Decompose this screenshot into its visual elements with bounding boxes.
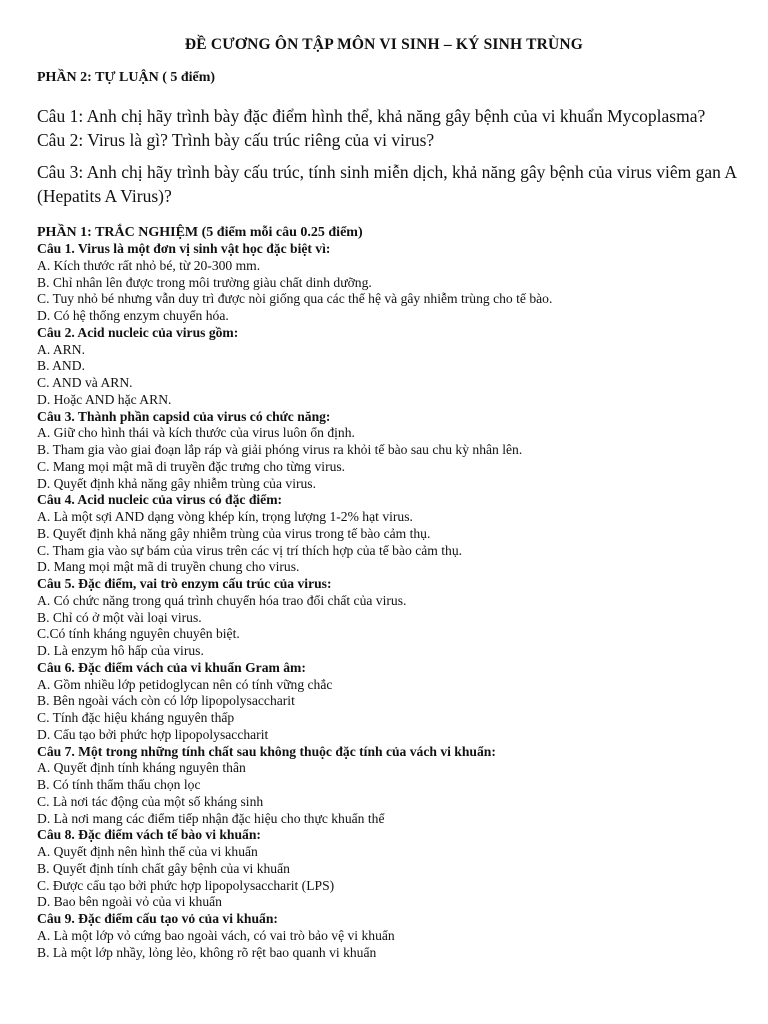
part1-heading: PHẦN 1: TRẮC NGHIỆM (5 điểm mỗi câu 0.25 điểm) [37, 225, 363, 240]
mcq-question-5: Câu 5. Đặc điểm, vai trò enzym cấu trúc của virus: [37, 576, 332, 591]
mcq-answer-option: A. Có chức năng trong quá trình chuyển hóa trao đổi chất của virus. [37, 592, 407, 608]
mcq-answer-option: D. Là enzym hô hấp của virus. [37, 643, 204, 658]
mcq-answer-option: A. Là một lớp vỏ cứng bao ngoài vách, có vai trò bảo vệ vi khuẩn [37, 927, 395, 943]
mcq-answer-option: C.Có tính kháng nguyên chuyên biệt. [37, 626, 240, 642]
multiple-choice-list [37, 241, 737, 961]
mcq-question-9: Câu 9. Đặc điểm cấu tạo vỏ của vi khuẩn: [37, 911, 278, 926]
essay-question-2: Câu 2: Virus là gì? Trình bày cấu trúc riêng của vi virus? [37, 130, 435, 150]
mcq-answer-option: A. Quyết định tính kháng nguyên thân [37, 760, 246, 776]
mcq-question-3: Câu 3. Thành phần capsid của virus có chức năng: [37, 408, 331, 424]
mcq-question-2: Câu 2. Acid nucleic của virus gồm: [37, 324, 239, 340]
mcq-answer-option: B. Chỉ có ở một vài loại virus. [37, 609, 202, 625]
mcq-answer-option: D. Cấu tạo bởi phức hợp lipopolysaccharit [37, 726, 269, 742]
mcq-question-6: Câu 6. Đặc điểm vách của vi khuẩn Gram âm: [37, 659, 306, 675]
mcq-answer-option: C. Được cấu tạo bởi phức hợp lipopolysaccharit (LPS) [37, 877, 335, 893]
mcq-answer-option: D. Mang mọi mật mã di truyền chung cho virus. [37, 559, 300, 575]
mcq-answer-option: D. Quyết định khả năng gây nhiễm trùng của virus. [37, 475, 316, 491]
mcq-answer-option: B. Là một lớp nhầy, lỏng lẻo, không rõ rệt bao quanh vi khuẩn [37, 944, 377, 960]
mcq-question-8: Câu 8. Đặc điểm vách tế bào vi khuẩn: [37, 827, 261, 843]
mcq-question-1: Câu 1. Virus là một đơn vị sinh vật học đặc biệt vì: [37, 241, 331, 256]
mcq-answer-option: B. Chỉ nhân lên được trong môi trường giàu chất dinh dưỡng. [37, 274, 372, 290]
mcq-answer-option: D. Bao bên ngoài vỏ của vi khuẩn [37, 894, 222, 910]
mcq-answer-option: C. AND và ARN. [37, 375, 133, 390]
mcq-answer-option: D. Hoặc AND hặc ARN. [37, 391, 172, 407]
mcq-answer-option: B. AND. [37, 358, 85, 374]
essay-question-3: Câu 3: Anh chị hãy trình bày cấu trúc, tính sinh miễn dịch, khả năng gây bệnh của virus viêm gan A (Hepatits A Virus)? [37, 162, 737, 206]
mcq-answer-option: C. Tuy nhỏ bé nhưng vẫn duy trì được nòi giống qua các thế hệ và gây nhiễm trùng cho tế bào. [37, 291, 553, 307]
mcq-answer-option: C. Tính đặc hiệu kháng nguyên thấp [37, 710, 235, 725]
document-title: ĐỀ CƯƠNG ÔN TẬP MÔN VI SINH – KÝ SINH TRÙNG [184, 36, 584, 53]
mcq-answer-option: B. Quyết định tính chất gây bệnh của vi khuẩn [37, 860, 290, 876]
mcq-answer-option: A. ARN. [37, 341, 85, 357]
mcq-answer-option: A. Quyết định nên hình thể của vi khuẩn [37, 844, 258, 859]
mcq-answer-option: C. Mang mọi mật mã di truyền đặc trưng cho từng virus. [37, 458, 346, 474]
mcq-question-4: Câu 4. Acid nucleic của virus có đặc điểm: [37, 492, 283, 508]
mcq-answer-option: B. Quyết định khả năng gây nhiễm trùng của virus trong tế bào cảm thụ. [37, 525, 431, 541]
mcq-answer-option: B. Có tính thẩm thấu chọn lọc [37, 777, 201, 792]
mcq-question-7: Câu 7. Một trong những tính chất sau không thuộc đặc tính của vách vi khuẩn: [37, 743, 496, 759]
mcq-answer-option: D. Là nơi mang các điểm tiếp nhận đặc hiệu cho thực khuẩn thể [37, 810, 385, 826]
mcq-answer-option: A. Gồm nhiều lớp petidoglycan nên có tính vững chắc [37, 676, 333, 692]
mcq-answer-option: A. Là một sợi AND dạng vòng khép kín, trọng lượng 1-2% hạt virus. [37, 509, 413, 524]
mcq-answer-option: B. Tham gia vào giai đoạn lắp ráp và giải phóng virus ra khỏi tế bào sau chu kỳ nhân lên. [37, 442, 523, 457]
mcq-answer-option: B. Bên ngoài vách còn có lớp lipopolysaccharit [37, 693, 295, 709]
mcq-answer-option: A. Giữ cho hình thái và kích thước của virus luôn ổn định. [37, 425, 355, 441]
part2-heading: PHẦN 2: TỰ LUẬN ( 5 điểm) [37, 70, 216, 85]
mcq-answer-option: C. Là nơi tác động của một số kháng sinh [37, 793, 264, 809]
mcq-answer-option: C. Tham gia vào sự bám của virus trên các vị trí thích hợp của tế bào cảm thụ. [37, 542, 463, 558]
essay-questions [37, 104, 737, 208]
mcq-answer-option: D. Có hệ thống enzym chuyển hóa. [37, 308, 229, 323]
mcq-answer-option: A. Kích thước rất nhỏ bé, từ 20-300 mm. [37, 257, 261, 273]
essay-question-1: Câu 1: Anh chị hãy trình bày đặc điểm hình thể, khả năng gây bệnh của vi khuẩn Mycoplasma? [37, 106, 706, 126]
